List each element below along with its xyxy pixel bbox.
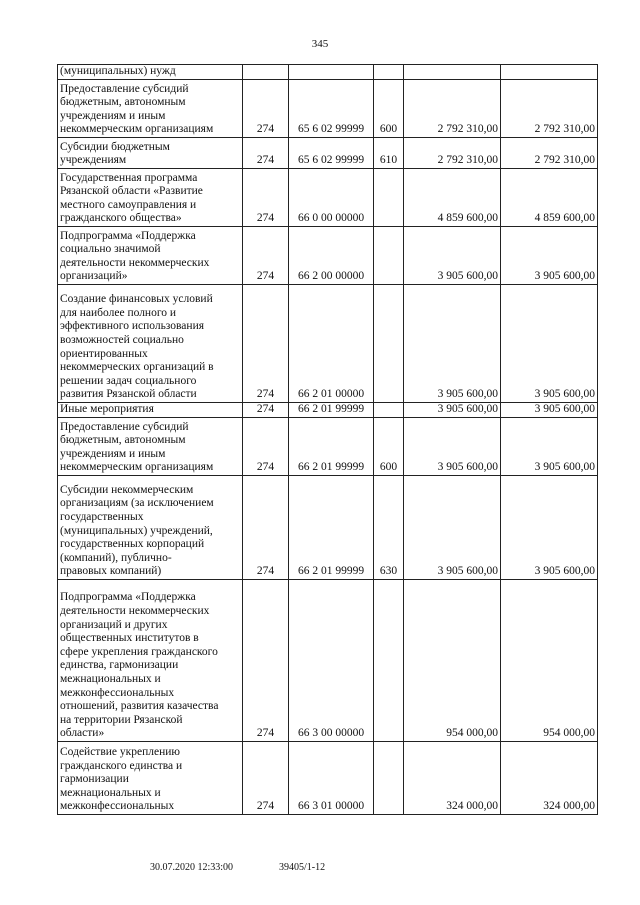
row-kvr <box>374 65 404 80</box>
row-kvr <box>374 227 404 285</box>
row-sum2: 3 905 600,00 <box>501 285 598 403</box>
row-sum1: 954 000,00 <box>404 580 501 742</box>
row-sum2: 3 905 600,00 <box>501 227 598 285</box>
table-row <box>58 80 598 138</box>
row-sum1 <box>404 65 501 80</box>
row-name: Содействие укреплению гражданского единства и гармонизации межнациональных и межконфессиональных <box>58 742 243 815</box>
footer-doc-id: 39405/1-12 <box>279 862 326 873</box>
row-code: 274 <box>243 403 289 418</box>
row-kcsr: 66 0 00 00000 <box>289 169 374 227</box>
row-name: Предоставление субсидий бюджетным, автономным учреждениям и иным некоммерческим организациям <box>58 418 243 476</box>
table-row <box>58 742 598 815</box>
row-code: 274 <box>243 285 289 403</box>
row-code <box>243 65 289 80</box>
row-name: Создание финансовых условий для наиболее полного и эффективного использования возможностей социально ориентированных некоммерческих организаций в решении задач социального развития Рязанской области <box>58 285 243 403</box>
row-code: 274 <box>243 227 289 285</box>
row-kvr <box>374 742 404 815</box>
row-sum1: 3 905 600,00 <box>404 476 501 580</box>
row-kvr <box>374 580 404 742</box>
table-row <box>58 65 598 80</box>
row-kvr: 600 <box>374 80 404 138</box>
row-sum2: 3 905 600,00 <box>501 476 598 580</box>
table-row <box>58 285 598 403</box>
row-kcsr: 66 2 01 99999 <box>289 403 374 418</box>
row-sum2: 3 905 600,00 <box>501 403 598 418</box>
footer-timestamp: 30.07.2020 12:33:00 <box>150 862 234 873</box>
row-kcsr: 66 2 01 99999 <box>289 476 374 580</box>
row-sum2: 2 792 310,00 <box>501 80 598 138</box>
row-name: Государственная программа Рязанской области «Развитие местного самоуправления и гражданского общества» <box>58 169 243 227</box>
table-row <box>58 138 598 169</box>
page-number: 345 <box>311 38 329 50</box>
row-name: Субсидии бюджетным учреждениям <box>58 138 243 169</box>
row-code: 274 <box>243 476 289 580</box>
row-kcsr: 66 2 00 00000 <box>289 227 374 285</box>
row-sum2: 324 000,00 <box>501 742 598 815</box>
row-kvr: 600 <box>374 418 404 476</box>
table-row <box>58 580 598 742</box>
row-sum2 <box>501 65 598 80</box>
row-sum1: 3 905 600,00 <box>404 418 501 476</box>
row-sum1: 2 792 310,00 <box>404 80 501 138</box>
row-name: Подпрограмма «Поддержка деятельности некоммерческих организаций и других общественных институтов в сфере укрепления гражданского единства, гармонизации межнациональных и межконфессиональных отношений, развития казачества на территории Рязанской области» <box>58 580 243 742</box>
row-kcsr: 65 6 02 99999 <box>289 80 374 138</box>
row-name: Субсидии некоммерческим организациям (за исключением государственных (муниципальных) учреждений, государственных корпораций (компаний), публично- правовых компаний) <box>58 476 243 580</box>
row-sum1: 3 905 600,00 <box>404 403 501 418</box>
row-kcsr: 66 3 00 00000 <box>289 580 374 742</box>
row-sum2: 2 792 310,00 <box>501 138 598 169</box>
row-code: 274 <box>243 742 289 815</box>
table-row <box>58 476 598 580</box>
row-sum2: 954 000,00 <box>501 580 598 742</box>
row-name: Предоставление субсидий бюджетным, автономным учреждениям и иным некоммерческим организациям <box>58 80 243 138</box>
row-code: 274 <box>243 169 289 227</box>
row-kcsr: 66 2 01 99999 <box>289 418 374 476</box>
row-sum1: 324 000,00 <box>404 742 501 815</box>
table-row <box>58 418 598 476</box>
row-sum2: 4 859 600,00 <box>501 169 598 227</box>
row-kcsr <box>289 65 374 80</box>
row-kvr <box>374 403 404 418</box>
row-kcsr: 65 6 02 99999 <box>289 138 374 169</box>
table-row <box>58 227 598 285</box>
row-name: (муниципальных) нужд <box>58 65 243 80</box>
row-sum2: 3 905 600,00 <box>501 418 598 476</box>
row-kcsr: 66 3 01 00000 <box>289 742 374 815</box>
row-code: 274 <box>243 418 289 476</box>
table-row <box>58 403 598 418</box>
row-sum1: 3 905 600,00 <box>404 285 501 403</box>
row-code: 274 <box>243 80 289 138</box>
row-sum1: 2 792 310,00 <box>404 138 501 169</box>
row-code: 274 <box>243 138 289 169</box>
row-kcsr: 66 2 01 00000 <box>289 285 374 403</box>
row-kvr <box>374 169 404 227</box>
row-kvr: 630 <box>374 476 404 580</box>
row-code: 274 <box>243 580 289 742</box>
row-sum1: 4 859 600,00 <box>404 169 501 227</box>
budget-table <box>57 64 598 815</box>
row-sum1: 3 905 600,00 <box>404 227 501 285</box>
row-kvr: 610 <box>374 138 404 169</box>
row-name: Подпрограмма «Поддержка социально значимой деятельности некоммерческих организаций» <box>58 227 243 285</box>
row-kvr <box>374 285 404 403</box>
row-name: Иные мероприятия <box>58 403 243 418</box>
table-row <box>58 169 598 227</box>
